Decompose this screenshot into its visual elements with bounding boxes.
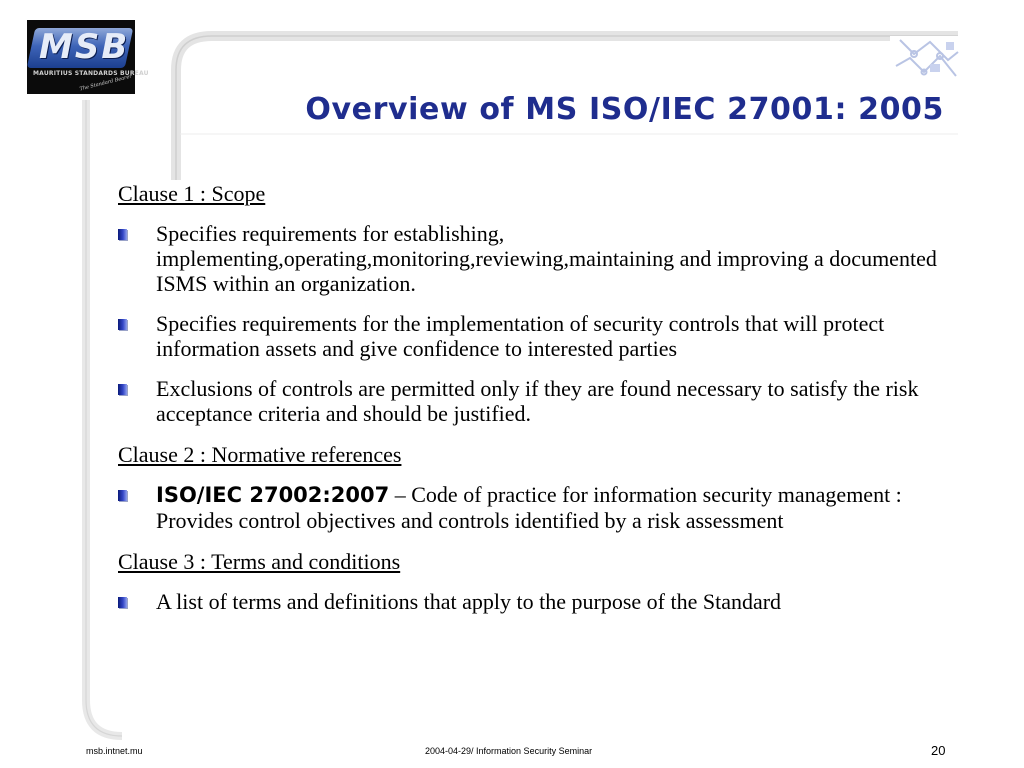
bullet-text: Exclusions of controls are permitted only if they are found necessary to satisfy the risk acceptance criteria and should be justified. bbox=[156, 376, 919, 426]
square-bullet-icon bbox=[118, 384, 127, 395]
bullet-item bbox=[118, 221, 958, 296]
bullet-item bbox=[118, 311, 958, 361]
clause-2-heading: Clause 2 : Normative references bbox=[118, 442, 402, 467]
square-bullet-icon bbox=[118, 597, 127, 608]
clause-3-bullets bbox=[118, 589, 958, 614]
logo-letters: MSB bbox=[39, 27, 130, 67]
bullet-text: A list of terms and definitions that apply to the purpose of the Standard bbox=[156, 589, 782, 614]
logo-tagline: The Standard Bearer bbox=[79, 73, 133, 93]
bullet-item bbox=[118, 482, 958, 533]
square-bullet-icon bbox=[118, 319, 127, 330]
square-bullet-icon bbox=[118, 490, 127, 501]
slide-title: Overview of MS ISO/IEC 27001: 2005 bbox=[305, 92, 944, 127]
square-bullet-icon bbox=[118, 229, 127, 240]
circuit-ornament-icon bbox=[890, 36, 960, 82]
clause-1-bullets bbox=[118, 221, 958, 426]
page-number: 20 bbox=[931, 743, 946, 758]
footer-event: 2004-04-29/ Information Security Seminar bbox=[425, 746, 593, 756]
bullet-text bbox=[156, 482, 958, 533]
bullet-item bbox=[118, 376, 958, 426]
standard-description: – Code of practice for information security management : Provides control objectives and controls identified by a risk assessment bbox=[156, 482, 902, 533]
logo-subtitle: MAURITIUS STANDARDS BUREAU bbox=[33, 70, 149, 77]
clause-3-heading: Clause 3 : Terms and conditions bbox=[118, 549, 401, 574]
standard-reference: ISO/IEC 27002:2007 bbox=[156, 483, 390, 507]
clause-2-bullets bbox=[118, 482, 958, 533]
bullet-text: Specifies requirements for the implementation of security controls that will protect information assets and give confidence to interested parties bbox=[156, 311, 885, 361]
bullet-text: Specifies requirements for establishing, implementing,operating,monitoring,reviewing,maintaining and improving a documented ISMS within an organization. bbox=[156, 221, 937, 296]
slide-content bbox=[118, 181, 958, 614]
footer-site: msb.intnet.mu bbox=[86, 746, 143, 756]
msb-logo bbox=[27, 20, 149, 94]
bullet-item bbox=[118, 589, 958, 614]
clause-1-heading: Clause 1 : Scope bbox=[118, 181, 266, 206]
